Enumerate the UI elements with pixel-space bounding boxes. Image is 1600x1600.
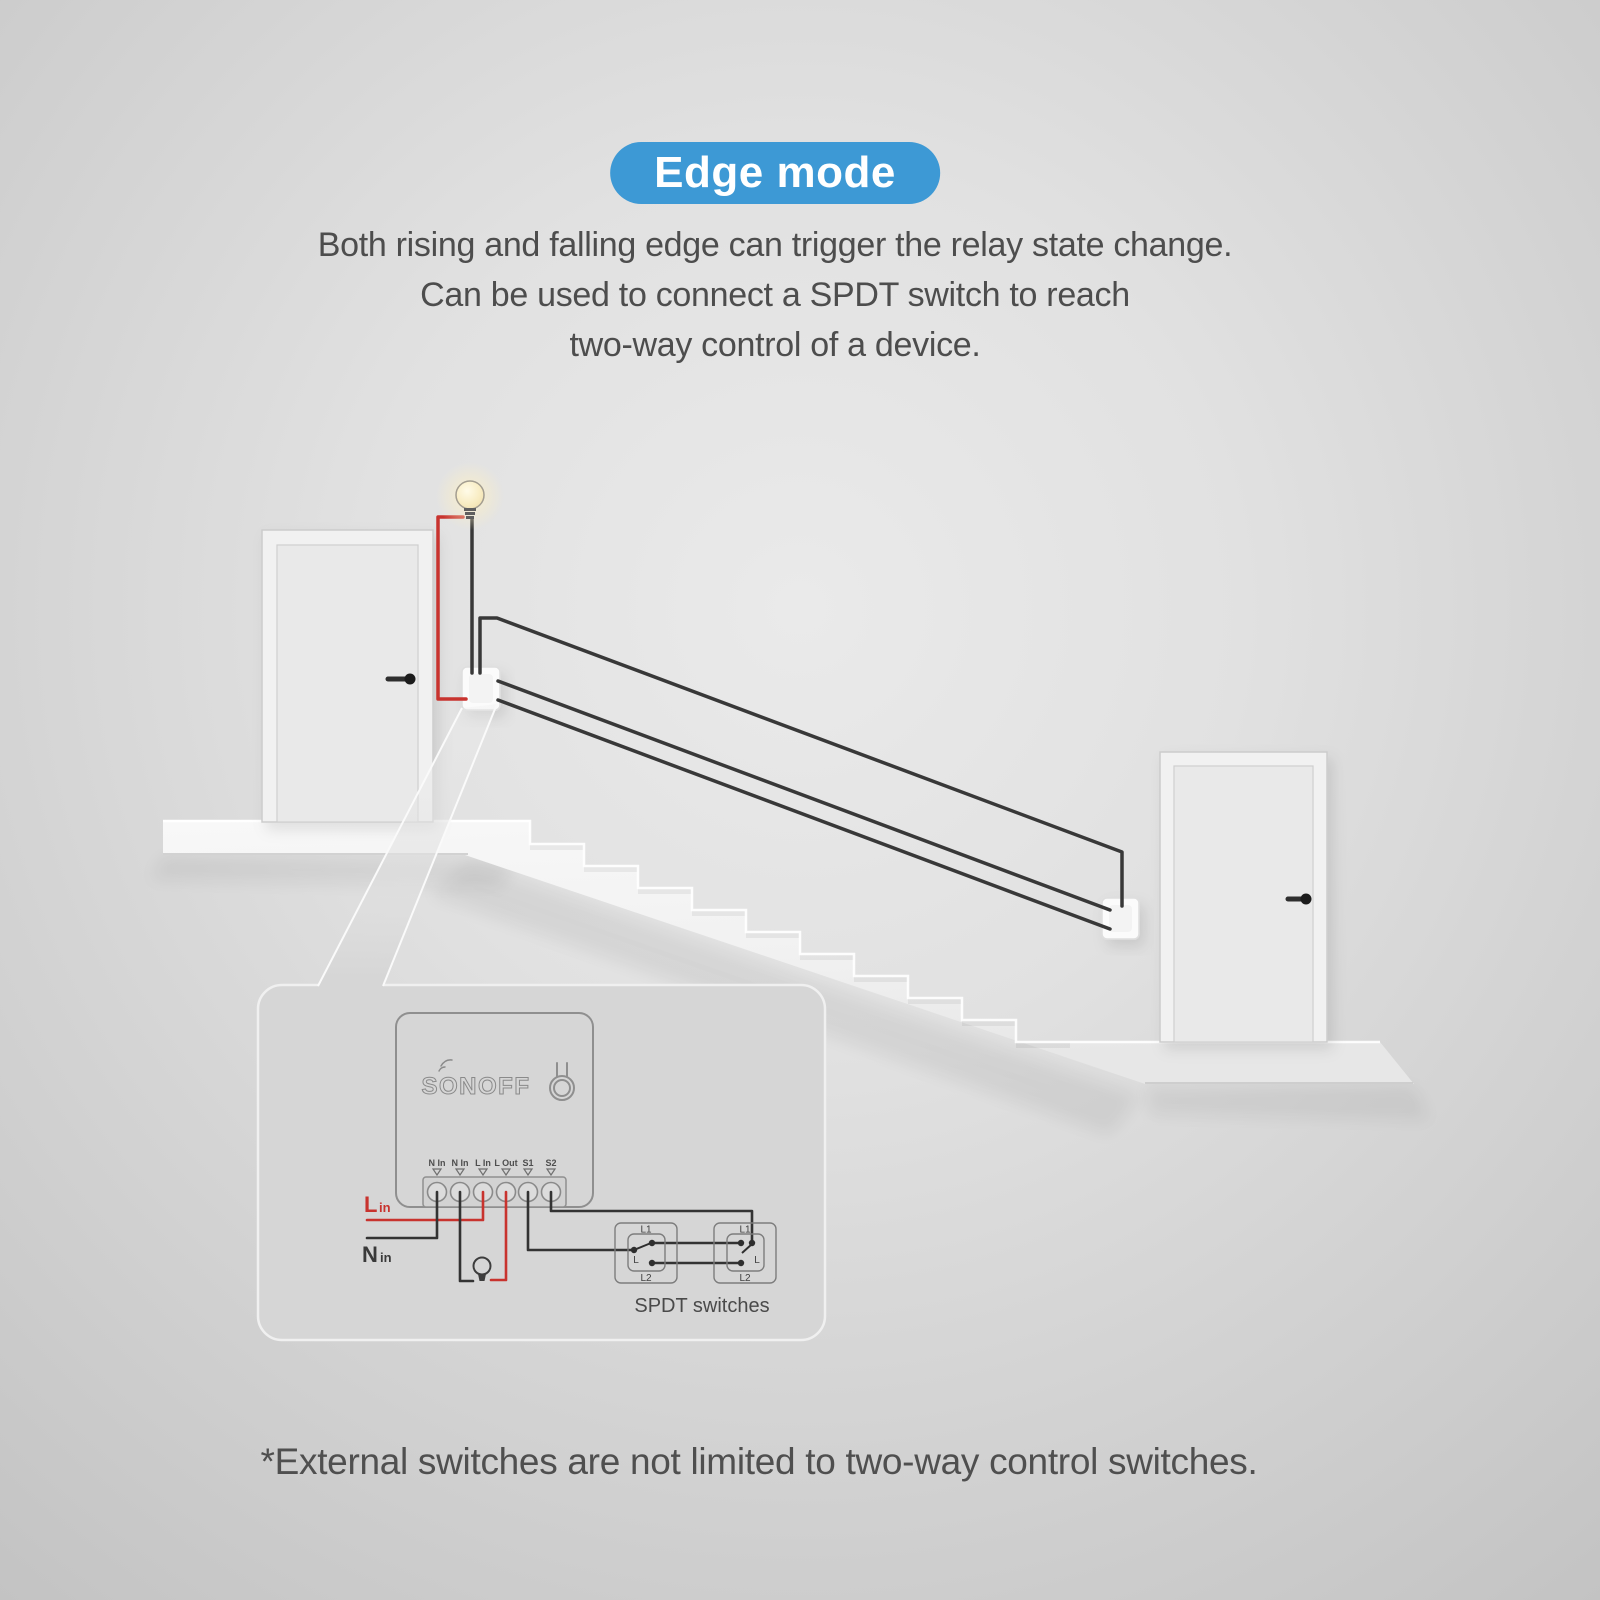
terminal-label: L In (475, 1158, 491, 1168)
terminal-label: N In (451, 1158, 469, 1168)
spdt2-l1-label: L1 (739, 1224, 751, 1236)
door-left (262, 530, 433, 822)
spdt-caption: SPDT switches (634, 1295, 770, 1317)
shelf-shadow-left (150, 856, 520, 888)
terminal-label: L Out (494, 1158, 518, 1168)
spdt1-l2-label: L2 (640, 1273, 652, 1284)
description-line-2: Can be used to connect a SPDT switch to reach (420, 276, 1130, 314)
sonoff-logo: SONOFF (421, 1073, 531, 1100)
footnote: *External switches are not limited to two-way control switches. (260, 1441, 1258, 1482)
description-line-1: Both rising and falling edge can trigger the relay state change. (317, 226, 1233, 264)
spdt1-l1-label: L1 (640, 1224, 652, 1236)
live-label-main: L (364, 1192, 378, 1217)
terminal-label: S1 (522, 1158, 534, 1168)
inset-panel (258, 985, 825, 1340)
shelf-shadow-right (1145, 1086, 1430, 1120)
edge-mode-badge: Edge mode (610, 142, 940, 204)
terminal-block (423, 1177, 566, 1207)
description-line-3: two-way control of a device. (569, 326, 981, 364)
spdt2-common-label: L (754, 1255, 760, 1266)
neutral-label-main: N (362, 1242, 378, 1267)
terminal-label: S2 (545, 1158, 557, 1168)
live-label-sub: in (379, 1200, 391, 1215)
light-bulb-icon (436, 462, 504, 530)
spdt1-common-label: L (633, 1255, 639, 1266)
door-right (1160, 752, 1327, 1042)
spdt2-l2-label: L2 (739, 1273, 751, 1284)
neutral-label-sub: in (380, 1250, 392, 1265)
description (125, 220, 1425, 370)
terminal-label: N In (428, 1158, 446, 1168)
